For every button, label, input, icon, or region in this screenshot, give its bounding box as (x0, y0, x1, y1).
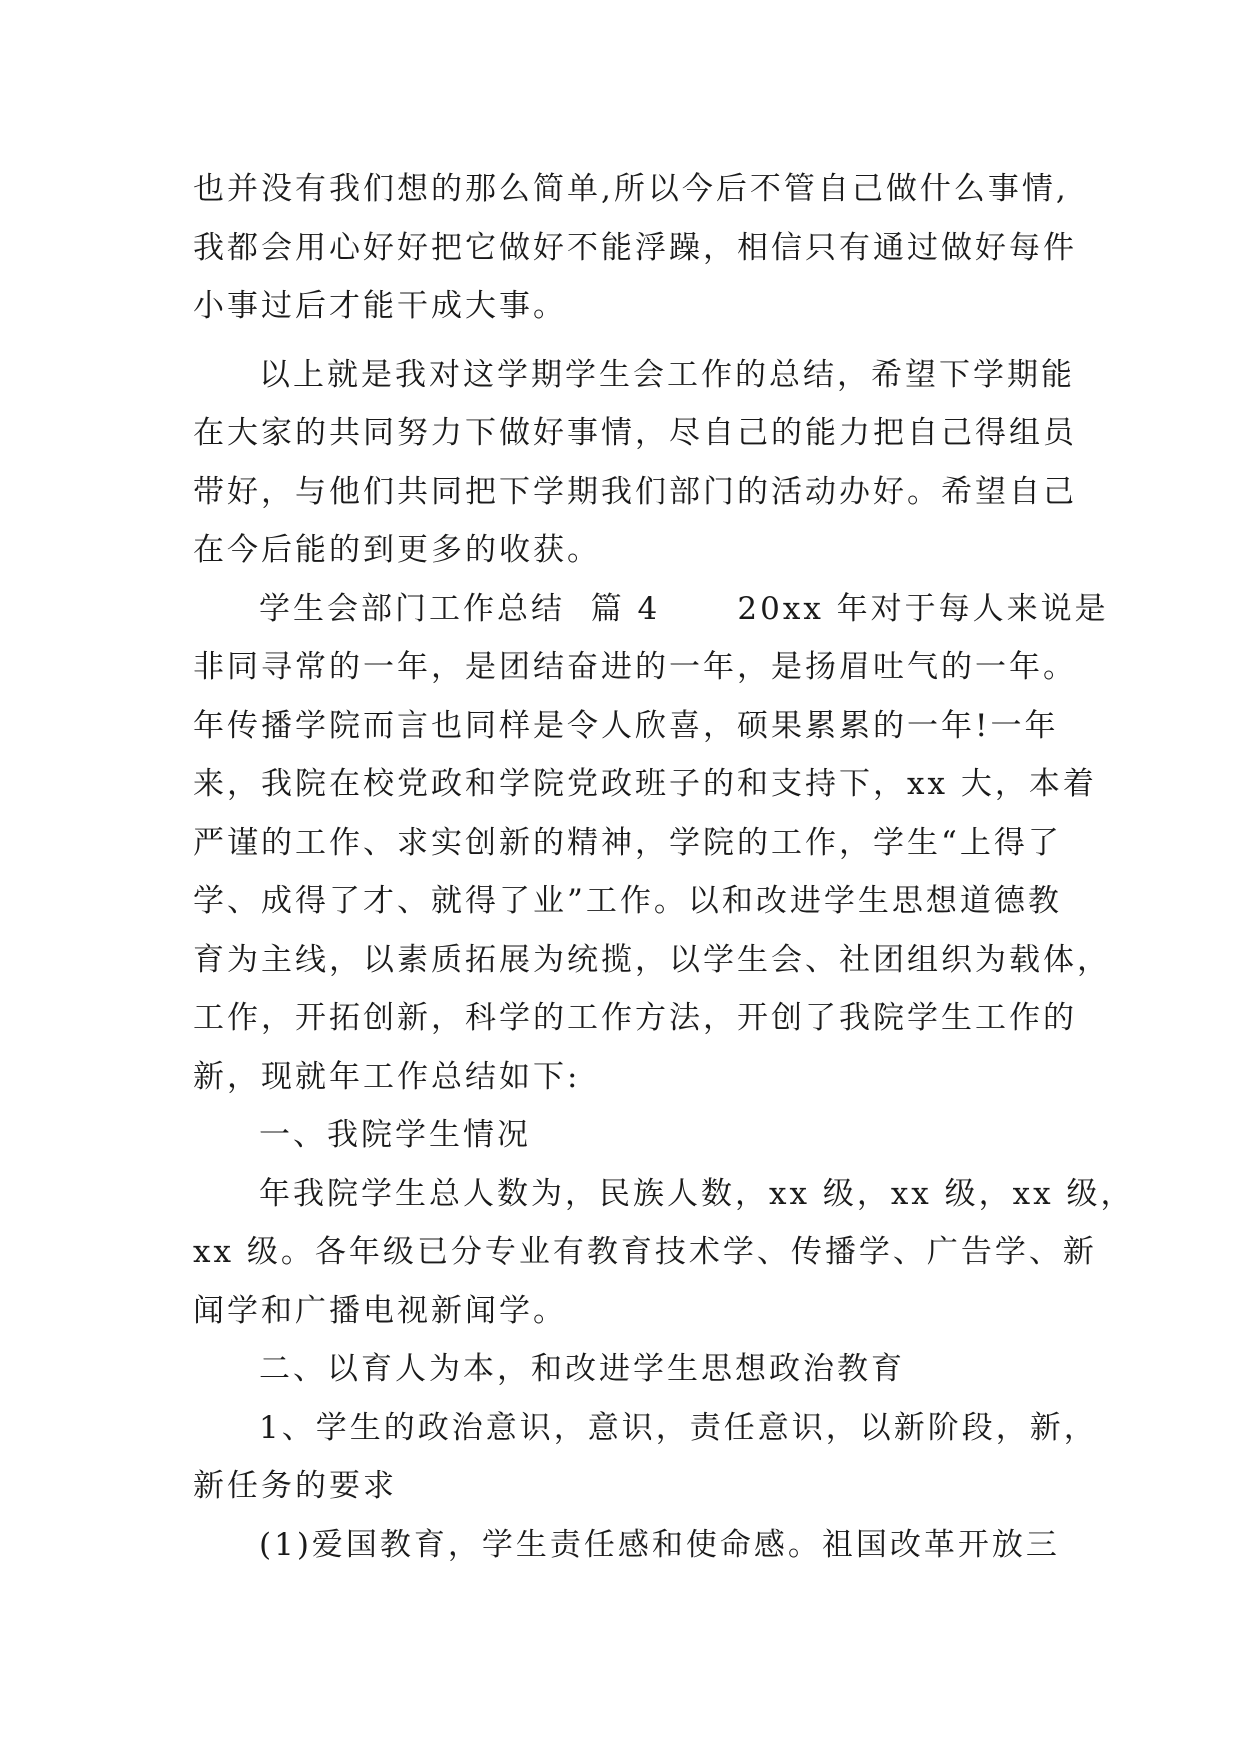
document-body (193, 160, 1135, 1574)
paragraph-start-line: 1、学生的政治意识，意识，责任意识，以新阶段，新， (259, 1409, 1098, 1446)
subheading-line: 二、以育人为本，和改进学生思想政治教育 (259, 1351, 905, 1387)
text-line: 严谨的工作、求实创新的精神，学院的工作，学生“上得了 (193, 824, 1062, 861)
text-line: 来，我院在校党政和学院党政班子的和支持下，xx 大，本着 (193, 766, 1097, 802)
text-line: 育为主线，以素质拓展为统揽，以学生会、社团组织为载体， (193, 941, 1111, 978)
text-line: 新任务的要求 (193, 1468, 397, 1504)
section-heading-line: 学生会部门工作总结 篇 4 20xx 年对于每人来说是 (259, 590, 1109, 627)
text-line: 带好，与他们共同把下学期我们部门的活动办好。希望自己 (193, 473, 1077, 510)
text-line: 小事过后才能干成大事。 (193, 288, 567, 324)
paragraph-start-line: 年我院学生总人数为，民族人数，xx 级，xx 级，xx 级， (259, 1175, 1135, 1212)
subheading-line: 一、我院学生情况 (259, 1117, 531, 1153)
text-line: 新，现就年工作总结如下: (193, 1058, 581, 1095)
text-line: 年传播学院而言也同样是令人欣喜，硕果累累的一年!一年 (193, 707, 1059, 744)
paragraph-start-line: 以上就是我对这学期学生会工作的总结，希望下学期能 (259, 356, 1075, 393)
text-line: 我都会用心好好把它做好不能浮躁，相信只有通过做好每件 (193, 229, 1077, 266)
text-line: 在大家的共同努力下做好事情，尽自己的能力把自己得组员 (193, 415, 1077, 451)
text-line: 在今后能的到更多的收获。 (193, 532, 601, 568)
text-line: xx 级。各年级已分专业有教育技术学、传播学、广告学、新 (193, 1234, 1097, 1270)
text-line: 闻学和广播电视新闻学。 (193, 1292, 567, 1329)
text-line: 工作，开拓创新，科学的工作方法，开创了我院学生工作的 (193, 1000, 1077, 1036)
paragraph-start-line: (1)爱国教育，学生责任感和使命感。祖国改革开放三 (259, 1526, 1060, 1563)
text-line: 学、成得了才、就得了业”工作。以和改进学生思想道德教 (193, 883, 1062, 919)
text-line: 非同寻常的一年，是团结奋进的一年，是扬眉吐气的一年。 (193, 649, 1077, 685)
text-line: 也并没有我们想的那么简单,所以今后不管自己做什么事情, (193, 171, 1069, 207)
